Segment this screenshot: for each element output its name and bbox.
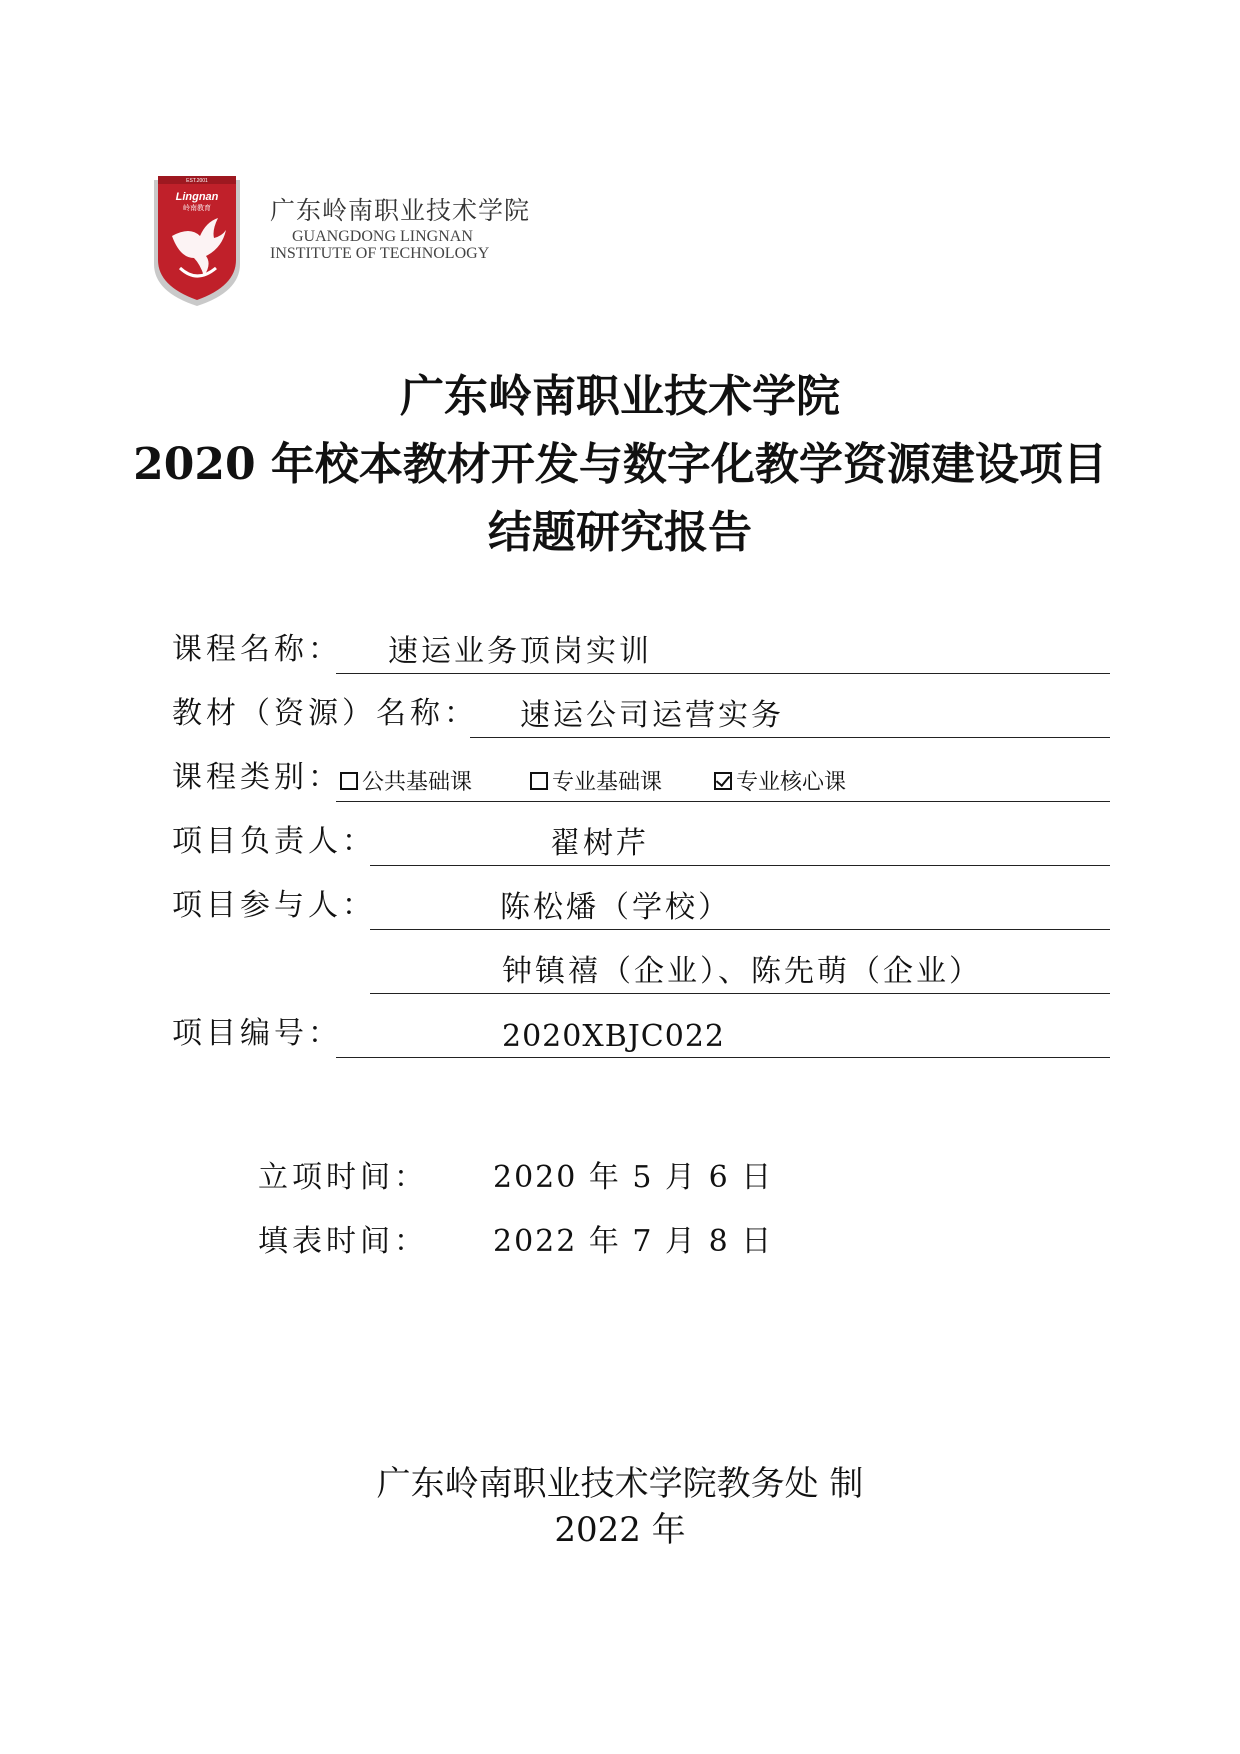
title-line-1: 广东岭南职业技术学院	[400, 371, 840, 422]
category-option-label: 专业基础课	[552, 770, 663, 795]
participants-underline-2	[370, 993, 1110, 994]
logo-brand-text: Lingnan	[175, 191, 219, 203]
course-name-label: 课程名称：	[172, 632, 342, 667]
project-no-underline	[336, 1057, 1110, 1058]
category-underline	[336, 801, 1110, 802]
logo-est-text: EST.2001	[186, 178, 208, 184]
category-option-public[interactable]	[340, 765, 472, 796]
category-label: 课程类别：	[172, 760, 342, 795]
fill-date-label: 填表时间：	[258, 1224, 428, 1259]
project-no-label: 项目编号：	[172, 1016, 342, 1051]
logo-name-en-2: INSTITUTE OF TECHNOLOGY	[270, 245, 490, 262]
participants-row-1	[172, 884, 1110, 930]
footer-year: 2022 年	[554, 1510, 686, 1550]
participants-underline-1	[370, 929, 1110, 930]
course-name-value: 速运业务顶岗实训	[388, 634, 652, 669]
leader-value: 翟树芹	[550, 826, 649, 861]
category-option-label: 专业核心课	[736, 770, 847, 795]
title-line-3: 结题研究报告	[488, 507, 752, 558]
title-line-2: 2020 年校本教材开发与数字化教学资源建设项目	[133, 439, 1107, 490]
logo-brand-cn-text: 岭南教育	[183, 204, 211, 212]
institute-logo	[150, 172, 244, 310]
leader-row	[172, 820, 1110, 866]
footer-issuer: 广东岭南职业技术学院教务处 制	[376, 1464, 864, 1504]
start-date-row	[258, 1152, 773, 1196]
textbook-value: 速运公司运营实务	[520, 698, 784, 733]
category-row	[172, 756, 1110, 802]
checkbox-unchecked-icon[interactable]	[340, 772, 358, 790]
category-option-professional-basic[interactable]	[530, 765, 662, 796]
participants-label: 项目参与人：	[172, 888, 376, 923]
textbook-row	[172, 692, 1110, 738]
logo-name-cn: 广东岭南职业技术学院	[270, 196, 531, 225]
category-option-label: 公共基础课	[362, 770, 473, 795]
project-no-value: 2020XBJC022	[502, 1019, 725, 1054]
leader-label: 项目负责人：	[172, 824, 376, 859]
participants-row-2	[172, 948, 1110, 994]
checkbox-checked-icon[interactable]	[714, 772, 732, 790]
project-no-row	[172, 1012, 1110, 1058]
fill-date-row	[258, 1216, 773, 1260]
start-date-label: 立项时间：	[258, 1160, 428, 1195]
category-option-professional-core[interactable]	[714, 765, 846, 796]
participants-value-2: 钟镇禧（企业）、陈先萌（企业）	[502, 954, 982, 989]
course-name-row	[172, 628, 1110, 674]
logo-wordmark	[270, 196, 550, 262]
course-name-underline	[336, 673, 1110, 674]
leader-underline	[370, 865, 1110, 866]
start-date-value: 2020 年 5 月 6 日	[493, 1160, 774, 1195]
checkbox-unchecked-icon[interactable]	[530, 772, 548, 790]
fill-date-value: 2022 年 7 月 8 日	[493, 1224, 774, 1259]
logo-name-en-1: GUANGDONG LINGNAN	[292, 228, 473, 245]
phoenix-shield-icon	[150, 172, 244, 310]
participants-value-1: 陈松燔（学校）	[500, 890, 731, 925]
textbook-label: 教材（资源）名称：	[172, 696, 478, 731]
textbook-underline	[470, 737, 1110, 738]
